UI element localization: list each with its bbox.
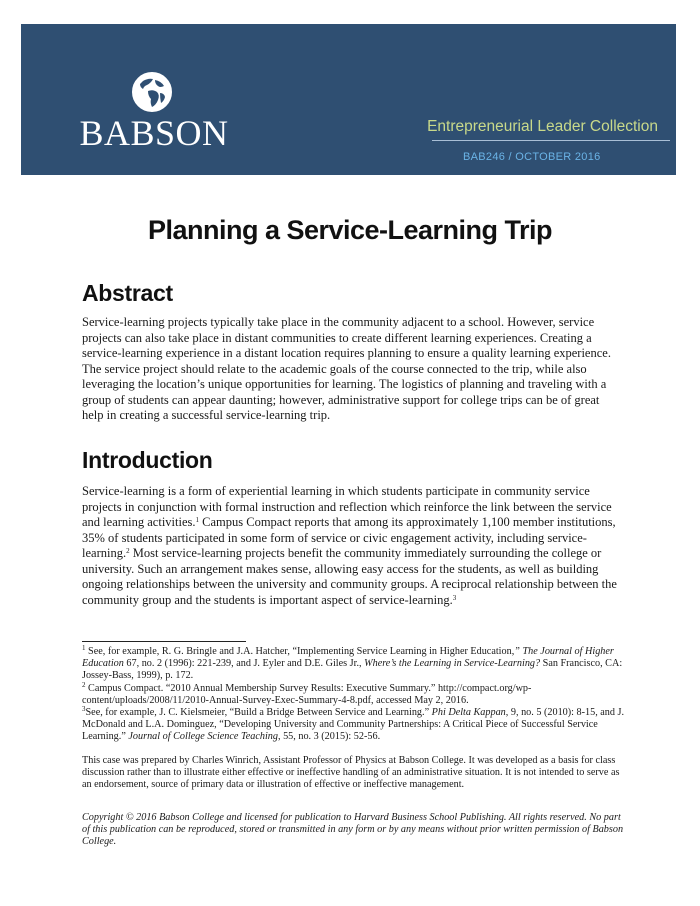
footnote-mark-1: 1 <box>82 644 86 652</box>
footnote-divider <box>82 641 246 642</box>
intro-text-2: Campus Compact reports that among its approximately 1,100 member institutions, 35% of students participated in some form of service or civic engagement activity, including service-learning. <box>82 515 616 560</box>
footnote-mark-3: 3 <box>82 705 86 714</box>
introduction-paragraph <box>82 484 622 608</box>
footnote-3 <box>82 707 627 744</box>
footnote-1 <box>82 646 627 683</box>
copyright-notice: Copyright © 2016 Babson College and licensed for publication to Harvard Business School Publishing. All rights reserved. No part of this publication can be reproduced, stored or transmitted in any form or by any means without prior written permission of Babson College. <box>82 812 624 848</box>
footnote-1-text-c: 67, no. 2 (1996): 221-239, and J. Eyler and D.E. Giles Jr., <box>123 658 365 670</box>
intro-text-3: Most service-learning projects benefit the community immediately surrounding the college or university. Such an arrangement makes sense, allowing easy access for the students, as well as building ongoing relationships between the university and community groups. A reciprocal relationship between the community group and the students is important aspect of service-learning. <box>82 546 617 607</box>
page-title: Planning a Service-Learning Trip <box>147 215 553 245</box>
case-code: BAB246 / OCTOBER 2016 <box>463 151 601 163</box>
collection-label: Entrepreneurial Leader Collection <box>427 118 658 135</box>
footnote-3-text-d: Journal of College Science Teaching <box>128 731 278 743</box>
footnote-3-text-b: Phi Delta Kappan <box>431 707 506 719</box>
footnote-2-text: Campus Compact. “2010 Annual Membership Survey Results: Executive Summary.” http://compact.org/wp-content/uploads/2008/11/2010-Annual-Survey-Exec-Summary-4-8.pdf, accessed May 2, 2016. <box>82 682 532 706</box>
footnote-ref-1[interactable]: 1 <box>195 516 200 524</box>
globe-icon <box>131 71 173 113</box>
footnote-2 <box>82 680 627 707</box>
footnote-1-text-b: ” The Journal of Higher Education <box>82 646 614 670</box>
footnotes <box>82 646 627 744</box>
abstract-text: Service-learning projects typically take place in the community adjacent to a school. However, service projects can also take place in distant communities to create different learning experiences. Creating a service-learning experience in a distant location requires planning to ensure a quality learning experience. The service project should relate to the academic goals of the course connected to the trip, while also leveraging the location’s unique opportunities for learning. The logistics of planning and traveling with a group of students can appear daunting; however, administrative support for college trips can be of great help in creating a successful service-learning trip. <box>82 315 611 422</box>
header-rule <box>432 140 670 141</box>
footnote-mark-2: 2 <box>82 680 86 689</box>
footnote-1-text-d: Where’s the Learning in Service-Learning? <box>364 658 541 670</box>
footnote-3-text-e: , 55, no. 3 (2015): 52-56. <box>277 731 381 743</box>
intro-text-1: Service-learning is a form of experiential learning in which students participate in community service projects in conjunction with formal instruction and reflection which reinforce the link between the service and learning activities. <box>82 484 612 529</box>
footnote-1-text-a: See, for example, R. G. Bringle and J.A. Hatcher, “Implementing Service Learning in Higher Education, <box>85 646 515 657</box>
prepared-note: This case was prepared by Charles Winrich, Assistant Professor of Physics at Babson College. It was developed as a basis for class discussion rather than to illustrate either effective or ineffective handling of an administrative situation. It is not intended to serve as an endorsement, source of primary data or illustration of effective or ineffective management. <box>82 755 620 791</box>
abstract-paragraph <box>82 315 622 424</box>
abstract-heading: Abstract <box>82 280 173 306</box>
footnote-ref-3[interactable]: 3 <box>452 593 457 602</box>
footnote-3-text-a: See, for example, J. C. Kielsmeier, “Build a Bridge Between Service and Learning.” <box>85 707 432 719</box>
brand-wordmark: BABSON <box>79 113 229 153</box>
introduction-heading: Introduction <box>82 447 213 473</box>
footnote-1-text-e: San Francisco, CA: Jossey-Bass, 1999), p. 172. <box>82 658 623 682</box>
footnote-3-text-c: , 9, no. 5 (2010): 8-15, and J. McDonald and L.A. Dominguez, “Developing University and Community Partnerships: A Critical Piece of Successful Service Learning.” <box>82 707 625 743</box>
footnote-ref-2[interactable]: 2 <box>126 547 130 555</box>
